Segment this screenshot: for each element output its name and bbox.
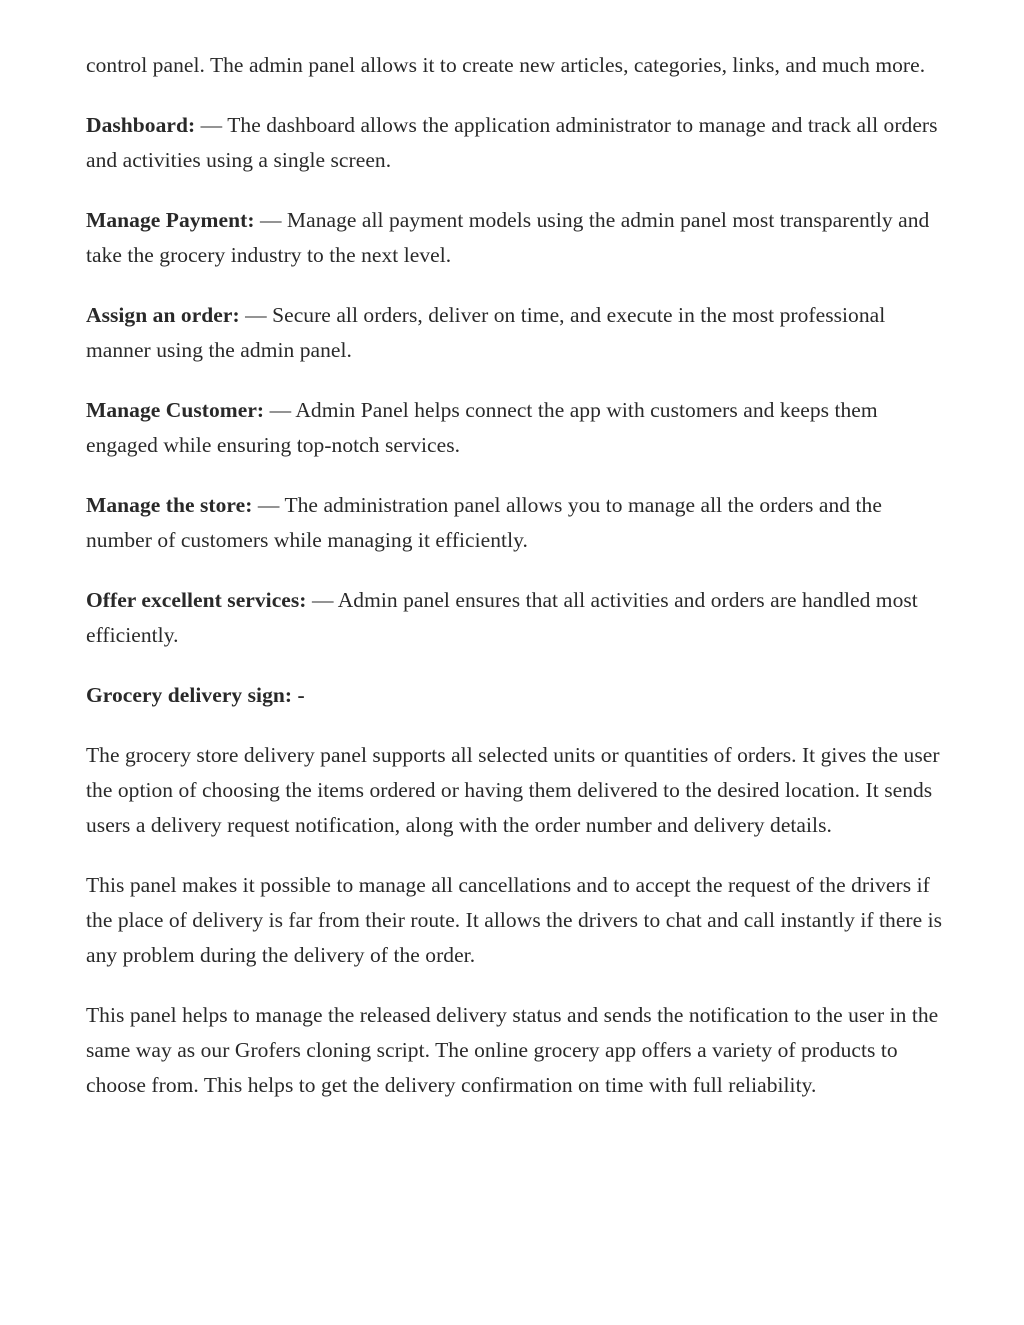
- feature-title: Offer excellent services:: [86, 588, 307, 612]
- article-body: [86, 48, 946, 1128]
- feature-title: Dashboard:: [86, 113, 196, 137]
- feature-manage-customer: [86, 393, 946, 463]
- delivery-paragraph: This panel makes it possible to manage all cancellations and to accept the request of the drivers if the place of delivery is far from their route. It allows the drivers to chat and call instantly if there is any problem during the delivery of the order.: [86, 873, 943, 967]
- feature-title: Manage Customer:: [86, 398, 265, 422]
- feature-title: Manage Payment:: [86, 208, 255, 232]
- feature-text: — The administration panel allows you to manage all the orders and the number of customers while managing it efficiently.: [86, 493, 882, 552]
- feature-excellent-services: [86, 583, 946, 653]
- feature-text: — The dashboard allows the application administrator to manage and track all orders and activities using a single screen.: [86, 113, 938, 172]
- feature-text: — Admin Panel helps connect the app with customers and keeps them engaged while ensuring top-notch services.: [86, 398, 878, 457]
- section-heading: Grocery delivery sign: -: [86, 683, 305, 707]
- feature-assign-order: [86, 298, 946, 368]
- feature-text: — Admin panel ensures that all activities and orders are handled most efficiently.: [86, 588, 918, 647]
- delivery-paragraph: The grocery store delivery panel supports all selected units or quantities of orders. It gives the user the option of choosing the items ordered or having them delivered to the desired location. It sends users a delivery request notification, along with the order number and delivery details.: [86, 743, 940, 837]
- feature-dashboard: [86, 108, 946, 178]
- feature-title: Manage the store:: [86, 493, 253, 517]
- delivery-paragraph: This panel helps to manage the released delivery status and sends the notification to the user in the same way as our Grofers cloning script. The online grocery app offers a variety of products to choose from. This helps to get the delivery confirmation on time with full reliability.: [86, 1003, 939, 1097]
- feature-title: Assign an order:: [86, 303, 240, 327]
- delivery-heading: [86, 678, 946, 713]
- feature-manage-payment: [86, 203, 946, 273]
- intro-paragraph: control panel. The admin panel allows it to create new articles, categories, links, and much more.: [86, 53, 926, 77]
- feature-text: — Manage all payment models using the admin panel most transparently and take the grocery industry to the next level.: [86, 208, 930, 267]
- feature-manage-store: [86, 488, 946, 558]
- feature-text: — Secure all orders, deliver on time, and execute in the most professional manner using the admin panel.: [86, 303, 886, 362]
